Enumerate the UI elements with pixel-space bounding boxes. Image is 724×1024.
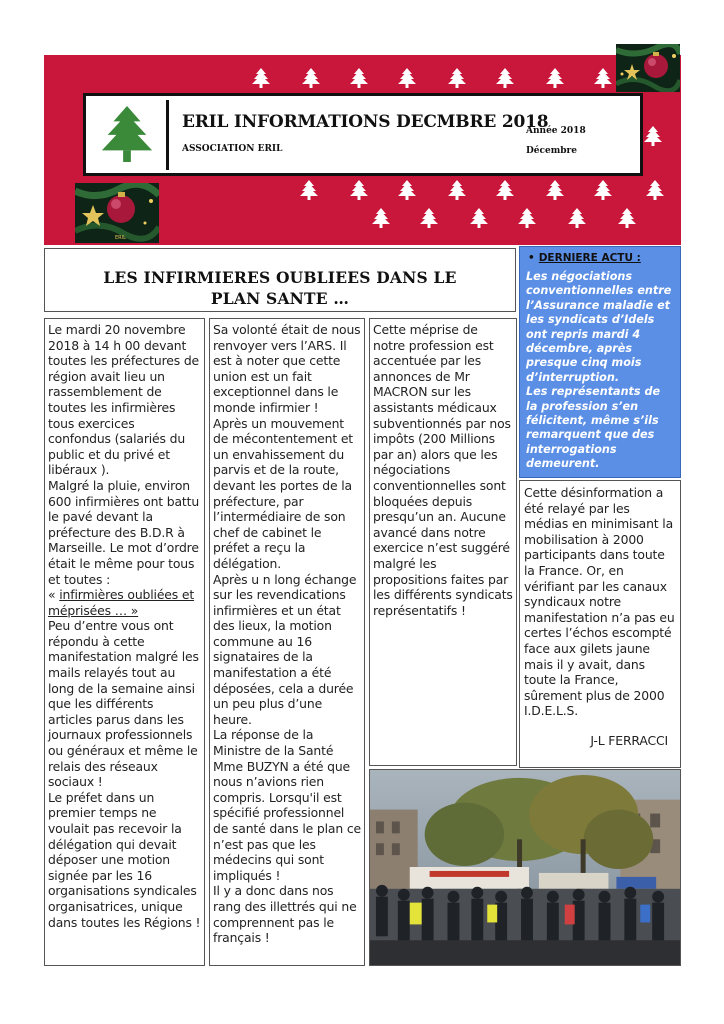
christmas-tree-icon xyxy=(446,67,468,89)
article-column-3 xyxy=(369,318,517,766)
news-paragraph: Les représentants de la profession s’en félicitent, même s’ils remarquent que des interrogations demeurent. xyxy=(526,385,661,471)
issue-month: Décembre xyxy=(526,146,578,156)
article-paragraph: Peu d’entre vous ont répondu à cette manifestation malgré les mails relayés tout au long de la semaine ainsi que les différents articles parus dans les journaux professionnels ou généraux et même le relais des réseaux sociaux ! xyxy=(48,618,199,790)
headline xyxy=(45,267,515,309)
christmas-tree-icon xyxy=(250,67,272,89)
article-paragraph: Après u n long échange sur les revendications infirmières et un état des lieux, la motion commune au 16 signataires de la manifestation a été déposées, cela a durée un peu plus d’une heure. xyxy=(213,571,357,727)
christmas-tree-icon xyxy=(396,67,418,89)
christmas-tree-icon xyxy=(494,67,516,89)
article-paragraph: Il y a donc dans nos rang des illettrés qui ne comprennent pas le français ! xyxy=(213,883,357,946)
latest-news-heading xyxy=(528,252,674,264)
issue-year: Année 2018 xyxy=(526,126,586,136)
headline-line-2: PLAN SANTE … xyxy=(210,289,350,308)
christmas-tree-icon xyxy=(494,179,516,201)
latest-news-heading-text: DERNIERE ACTU : xyxy=(538,252,641,264)
news-paragraph: Les négociations conventionnelles entre l’Assurance maladie et les syndicats d’Idels ont repris mardi 4 décembre, après presque cinq mois d’interruption. xyxy=(526,270,672,384)
author-signature: J-L FERRACCI xyxy=(590,732,668,748)
quote-mark: « xyxy=(48,587,60,603)
title-box xyxy=(83,93,643,176)
article-paragraph: Malgré la pluie, environ 600 infirmières ont battu le pavé devant la préfecture des B.D.R à Marseille. Le mot d’ordre était le même pour tous et toutes : xyxy=(48,477,200,587)
christmas-tree-icon xyxy=(348,179,370,201)
title-divider xyxy=(166,100,169,170)
latest-news-box xyxy=(519,246,681,478)
article-paragraph: Cette méprise de notre profession est accentuée par les annonces de Mr MACRON sur les assistants médicaux subventionnés par nos impôts (200 Millions par an) alors que les négociations conventionnelles sont bloquées depuis presqu’un an. Aucune avancé dans notre exercice n’est suggéré malgré les propositions faites par les différents syndicats représentatifs ! xyxy=(373,322,513,618)
christmas-tree-icon xyxy=(468,207,490,229)
article-paragraph: La réponse de la Ministre de la Santé Mme BUZYN a été que nous n’avions rien compris. Lorsqu'il est spécifié professionnel de santé dans le plan ce n’est pas que les médecins qui sont impliqués ! xyxy=(213,727,361,883)
ornament-icon xyxy=(616,44,680,92)
christmas-tree-icon xyxy=(592,67,614,89)
article-paragraph: Le mardi 20 novembre 2018 à 14 h 00 devant toutes les préfectures de région avait lieu un rassemblement de toutes les infirmières tous exercices confondus (salariés du public et du privé et libéraux ). xyxy=(48,322,200,478)
article-column-4 xyxy=(519,480,681,768)
christmas-tree-icon xyxy=(348,67,370,89)
headline-line-1: LES INFIRMIERES OUBLIEES DANS LE xyxy=(103,268,457,287)
christmas-tree-icon xyxy=(616,207,638,229)
ornament-icon xyxy=(75,183,159,243)
christmas-tree-icon xyxy=(98,104,156,166)
bullet-icon: • xyxy=(528,252,535,264)
christmas-tree-icon xyxy=(370,207,392,229)
christmas-tree-icon xyxy=(644,179,666,201)
article-paragraph: Le préfet dans un premier temps ne voulait pas recevoir la délégation qui devait déposer une motion signée par les 16 organisations syndicales organisatrices, unique dans toutes les Régions ! xyxy=(48,789,201,930)
christmas-tree-icon xyxy=(516,207,538,229)
document-title: ERIL INFORMATIONS DECMBRE 2018 xyxy=(182,112,549,132)
demonstration-photo xyxy=(369,769,681,966)
christmas-tree-icon xyxy=(592,179,614,201)
article-quote xyxy=(48,587,201,618)
christmas-tree-icon xyxy=(300,67,322,89)
article-column-1 xyxy=(44,318,205,966)
article-paragraph: Sa volonté était de nous renvoyer vers l’ARS. Il est à noter que cette union est un fait exceptionnel dans le monde infirmier ! xyxy=(213,322,361,415)
christmas-tree-icon xyxy=(544,179,566,201)
article-quote-text: infirmières oubliées et méprisées … » xyxy=(48,587,195,618)
christmas-tree-icon xyxy=(396,179,418,201)
christmas-tree-icon xyxy=(418,207,440,229)
article-paragraph: Cette désinformation a été relayé par les médias en minimisant la mobilisation à 2000 participants dans toute la France. Or, en vérifiant par les canaux syndicaux notre manifestation n’a pas eu certes l’échos escompté face aux gilets jaune mais il y avait, dans toute la France, sûrement plus de 2000 I.D.E.L.S. xyxy=(524,485,675,719)
christmas-tree-icon xyxy=(446,179,468,201)
christmas-tree-icon xyxy=(544,67,566,89)
article-column-2 xyxy=(209,318,365,966)
association-name: ASSOCIATION ERIL xyxy=(182,144,283,154)
christmas-tree-icon xyxy=(298,179,320,201)
article-paragraph: Après un mouvement de mécontentement et un envahissement du parvis et de la route, devant les portes de la préfecture, par l’intermédiaire de son chef de cabinet le préfet a reçu la délégation. xyxy=(213,415,354,571)
ornament-caption: ERIL xyxy=(115,235,126,241)
christmas-tree-icon xyxy=(642,125,664,147)
headline-box xyxy=(44,248,516,312)
christmas-tree-icon xyxy=(566,207,588,229)
